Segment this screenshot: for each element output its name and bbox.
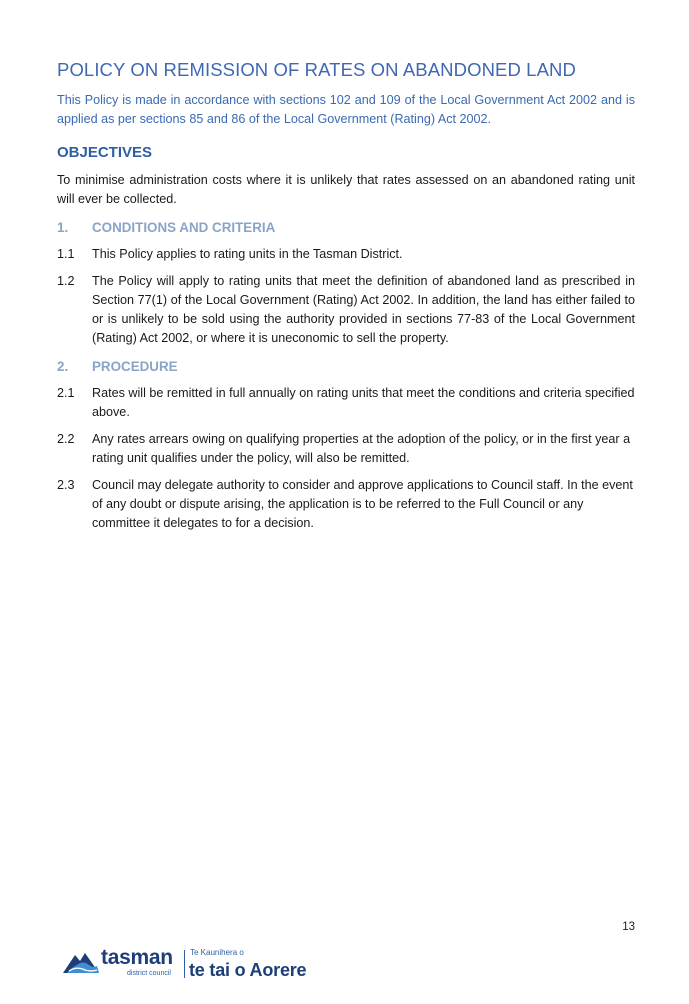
clause-text: This Policy applies to rating units in the Tasman District. — [92, 247, 403, 261]
clause-number: 2.1 — [57, 386, 75, 400]
clause-number: 1.2 — [57, 274, 75, 288]
page-number: 13 — [622, 921, 635, 933]
tasman-logo — [63, 945, 323, 985]
clause-number: 1.1 — [57, 247, 75, 261]
section-title: PROCEDURE — [92, 359, 178, 374]
section-procedure — [57, 358, 635, 533]
clause-text: Rates will be remitted in full annually on rating units that meet the conditions and criteria specified above. — [92, 386, 635, 419]
objectives-heading: OBJECTIVES — [57, 144, 153, 161]
mountain-logo-icon — [63, 949, 99, 980]
clause — [57, 384, 635, 422]
clause-number: 2.3 — [57, 478, 75, 492]
page-title: POLICY ON REMISSION OF RATES ON ABANDONED LAND — [57, 59, 576, 80]
section-heading — [57, 219, 635, 237]
clause — [57, 272, 635, 348]
clause-text: Council may delegate authority to consider and approve applications to Council staff. In the event of any doubt or dispute arising, the application is to be referred to the Full Council or any committee it delegates to for a decision. — [92, 478, 633, 530]
logo-maori-big-text: te tai o Aorere — [189, 960, 307, 980]
section-heading — [57, 358, 635, 376]
logo-divider — [184, 950, 185, 978]
clause — [57, 430, 635, 468]
logo-sub-text: district council — [127, 970, 171, 977]
intro-paragraph: This Policy is made in accordance with sections 102 and 109 of the Local Government Act 2002 and is applied as per sections 85 and 86 of the Local Government (Rating) Act 2002. — [57, 93, 635, 126]
clause — [57, 245, 635, 264]
section-conditions — [57, 219, 635, 348]
logo-brand-text: tasman — [101, 946, 173, 969]
section-number: 2. — [57, 359, 69, 374]
section-title: CONDITIONS AND CRITERIA — [92, 220, 276, 235]
policy-document — [57, 58, 635, 533]
clause — [57, 476, 635, 533]
objectives-text: To minimise administration costs where it is unlikely that rates assessed on an abandoned rating unit will ever be collected. — [57, 173, 635, 206]
clause-text: Any rates arrears owing on qualifying properties at the adoption of the policy, or in the first year a rating unit qualifies under the policy, will also be remitted. — [92, 432, 631, 465]
clause-text: The Policy will apply to rating units that meet the definition of abandoned land as prescribed in Section 77(1) of the Local Government (Rating) Act 2002. In addition, the land has either failed to or is unlikely to be sold using the authority provided in sections 77-83 of the Local Government (Rating) Act 2002, or where it is uneconomic to sell the property. — [92, 274, 635, 345]
section-number: 1. — [57, 220, 69, 235]
clause-number: 2.2 — [57, 432, 75, 446]
logo-maori-small-text: Te Kaunihera o — [190, 948, 244, 957]
